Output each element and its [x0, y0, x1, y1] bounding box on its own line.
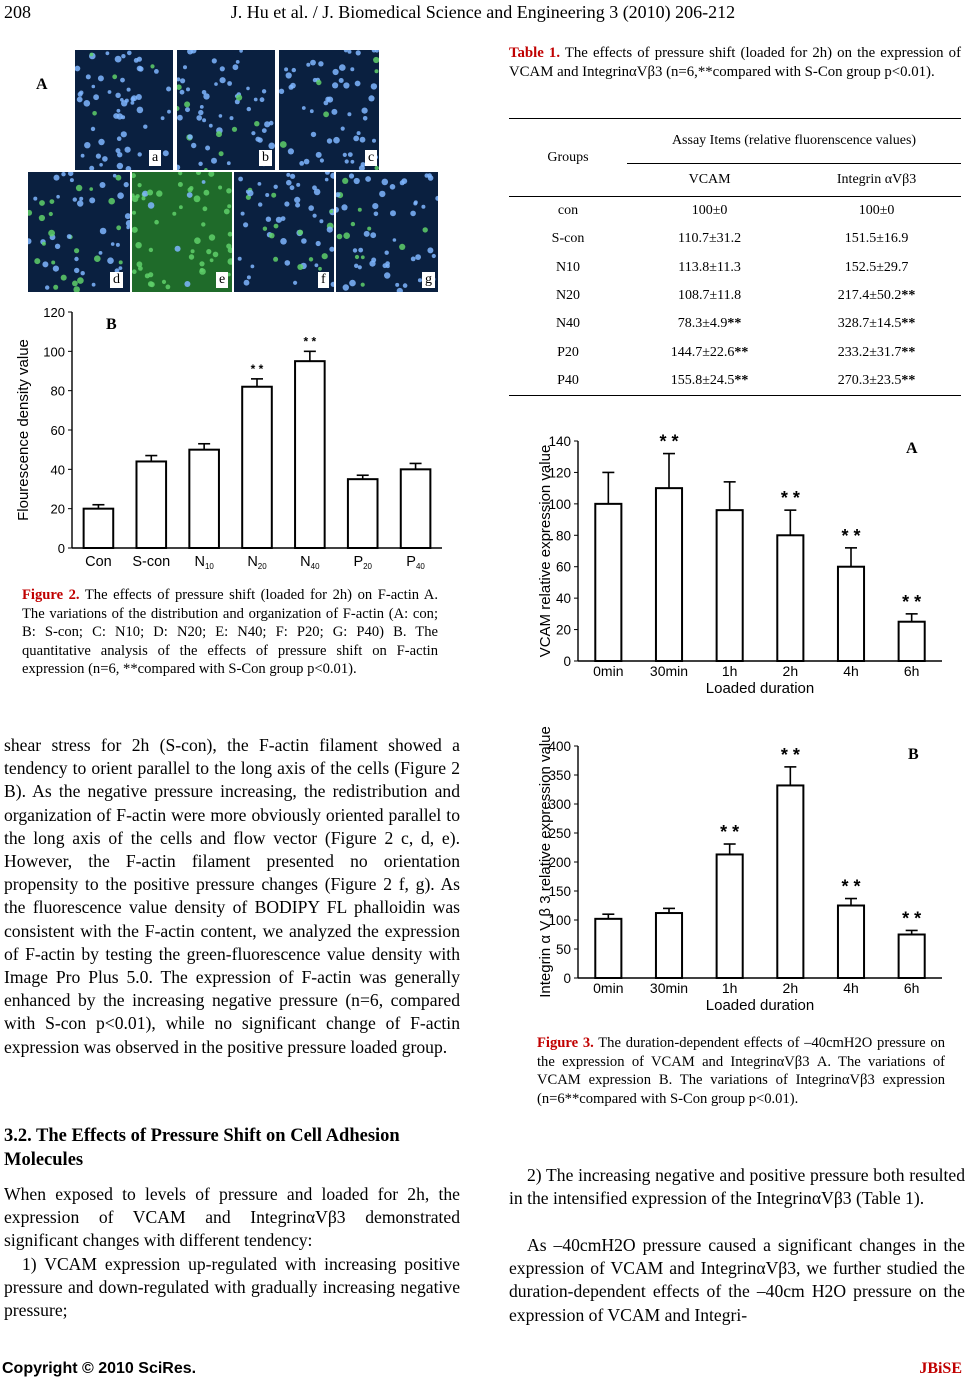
category-label: $P_{40}$: [406, 554, 425, 571]
y-tick-label: 40: [555, 591, 571, 607]
f-actin-bar-chart: [14, 300, 448, 578]
category-label: 6h: [903, 980, 920, 996]
y-tick-label: 100: [548, 496, 571, 512]
figure2-panel-a-label: A: [36, 76, 48, 93]
bar: [656, 913, 682, 978]
micrograph-label: c: [365, 150, 377, 166]
x-axis-label: Loaded duration: [705, 997, 815, 1012]
body-left-paragraph-1: shear stress for 2h (S-con), the F-actin filament showed a tendency to orient parallel to the long axis of the cells (Figure 2 B). As the negative pressure increasing, the redistribution and organization of F-actin were more obviously oriented parallel to the long axis of the cells and flow vector (Figure 2 c, d, e). However, the F-actin filament presented no orientation propensity to the positive pressure changes (Figure 2 f, g). As the fluorescence value density of BODIPY FL phalloidin was consistent with the F-actin content, we analyzed the expression of F-actin by testing the green-fluorescence value density with Image Pro Plus 5.0. The expression of F-actin was generally enhanced by the increasing negative pressure (n=6, compared with S-con p<0.01), while no significant change of F-actin expression was observed in the positive pressure loaded group.: [4, 735, 460, 1057]
figure2-panel-b-label: B: [106, 316, 117, 333]
micrograph-image: [279, 50, 379, 170]
vcam-bar-chart: [512, 428, 962, 710]
table-cell-group: N40: [555, 316, 581, 332]
category-label: $N_{20}$: [247, 554, 267, 571]
table-row: [509, 282, 961, 310]
micrograph-cells: [279, 50, 379, 170]
significance-label: * *: [720, 822, 740, 843]
y-axis-label: Integrin α V β 3 relative expression value: [537, 726, 554, 998]
category-label: 0min: [593, 980, 624, 996]
y-tick-label: 400: [548, 739, 571, 754]
table1-caption: Table 1. The effects of pressure shift (loaded for 2h) on the expression of VCAM and IntegrinαVβ3 (n=6,**compared with S-Con group p<0.01).: [509, 45, 961, 80]
significance-label: * *: [250, 361, 264, 376]
figure2-caption: Figure 2. The effects of pressure shift (loaded for 2h) on F-actin A. The variations of the distribution and organization of F-actin (A: con; B: S-con; C: N10; D: N20; E: N40; F: P20; G: P40) B. The quantitative analysis of the effects of pressure shift on F-actin expression (n=6, **compared with S-Con group p<0.01).: [22, 587, 438, 677]
figure3-panel-a-label: A: [906, 440, 918, 457]
table-cell-integrin: 151.5±16.9: [844, 231, 909, 247]
table-cell-integrin: 270.3±23.5**: [837, 372, 916, 388]
bar: [401, 469, 431, 548]
y-tick-label: 20: [50, 501, 65, 517]
significance-label: * *: [303, 334, 317, 349]
table-row: [509, 338, 961, 366]
y-tick-label: 20: [555, 622, 571, 638]
figure3-panel-b-label: B: [908, 746, 919, 763]
table-row: [509, 225, 961, 253]
category-label: 4h: [843, 663, 859, 679]
significance-label: * *: [902, 591, 922, 612]
footer-copyright: Copyright © 2010 SciRes.: [2, 1360, 197, 1377]
category-label: $P_{20}$: [353, 554, 372, 571]
significance-label: * *: [902, 908, 922, 929]
significance-label: * *: [659, 431, 679, 452]
table-row: [509, 310, 961, 338]
category-label: 2h: [782, 663, 799, 679]
bar: [242, 387, 272, 548]
y-tick-label: 140: [548, 434, 571, 449]
table-row: [509, 197, 961, 226]
micrograph-label: g: [422, 272, 435, 288]
body-right-paragraph-2: As –40cmH2O pressure caused a significant changes in the expression of VCAM and IntegrinαVβ3, we further studied the duration-dependent effects of the –40cm H2O pressure on the expression of VCAM and Integri-: [509, 1235, 965, 1325]
y-tick-label: 150: [548, 884, 571, 899]
category-label: 1h: [721, 980, 738, 996]
bar: [595, 919, 621, 978]
body-left-paragraph-3: 1) VCAM expression up-regulated with increasing positive pressure and down-regulated with gradually increasing negative pressure;: [4, 1254, 460, 1321]
category-label: 30min: [649, 980, 689, 996]
bar: [136, 461, 166, 548]
table-row: [509, 367, 961, 396]
bar: [717, 510, 743, 661]
y-tick-label: 250: [548, 826, 571, 841]
table-cell-group: con: [557, 203, 579, 219]
y-tick-label: 200: [548, 855, 571, 870]
running-header: [0, 2, 966, 24]
significance-label: * *: [841, 876, 861, 897]
table-cell-integrin: 233.2±31.7**: [837, 344, 916, 360]
bar: [84, 509, 114, 548]
category-label: S-con: [132, 554, 171, 570]
y-axis-label: VCAM relative expression value: [537, 444, 554, 658]
body-left-paragraph-2: When exposed to levels of pressure and loaded for 2h, the expression of VCAM and IntegrinαVβ3 demonstrated significant changes with different tendency:: [4, 1184, 460, 1251]
micrograph-label: d: [110, 272, 123, 288]
micrograph-label: f: [318, 272, 329, 288]
y-tick-label: 80: [555, 528, 571, 544]
y-tick-label: 50: [555, 942, 571, 957]
table-cell-vcam: 155.8±24.5**: [670, 372, 749, 388]
y-tick-label: 300: [548, 797, 571, 812]
bar: [189, 450, 219, 548]
category-label: 30min: [649, 663, 689, 679]
bar: [838, 567, 864, 661]
table-cell-vcam: 110.7±31.2: [678, 231, 742, 247]
micrograph-image: [336, 172, 438, 292]
category-label: $N_{40}$: [300, 554, 320, 571]
table-row: [509, 254, 961, 282]
y-tick-label: 60: [555, 559, 571, 575]
y-axis-label: Flourescence density value: [15, 339, 32, 521]
x-axis-label: Loaded duration: [705, 680, 815, 697]
y-tick-label: 0: [563, 654, 571, 669]
micrograph-image: [177, 50, 275, 170]
bar: [295, 361, 325, 548]
category-label: Con: [85, 554, 112, 570]
table-cell-integrin: 152.5±29.7: [844, 259, 909, 275]
col-vcam: VCAM: [688, 172, 731, 187]
bar: [717, 854, 743, 978]
micrograph-image: [234, 172, 334, 292]
bar: [899, 935, 925, 979]
bar: [777, 785, 803, 978]
table-cell-vcam: 144.7±22.6**: [670, 344, 749, 360]
table-cell-group: N10: [555, 259, 581, 275]
micrograph-image: [28, 172, 130, 292]
bar: [656, 488, 682, 661]
table1: [509, 118, 961, 396]
y-tick-label: 80: [50, 383, 65, 399]
y-tick-label: 60: [50, 423, 65, 438]
significance-label: * *: [841, 525, 861, 546]
y-tick-label: 0: [563, 971, 571, 986]
micrograph-image: [132, 172, 232, 292]
table-cell-group: P20: [557, 344, 579, 360]
table-cell-integrin: 100±0: [858, 203, 895, 219]
section-heading: 3.2. The Effects of Pressure Shift on Cell Adhesion Molecules: [4, 1126, 400, 1170]
y-tick-label: 40: [50, 462, 65, 478]
col-groups: Groups: [547, 149, 589, 165]
table-cell-group: N20: [555, 288, 581, 304]
category-label: $N_{10}$: [194, 554, 214, 571]
y-tick-label: 350: [548, 768, 571, 783]
y-tick-label: 0: [57, 541, 65, 556]
footer-journal: JBiSE: [919, 1360, 962, 1377]
table-cell-vcam: 108.7±11.8: [678, 288, 742, 304]
micrograph-label: a: [149, 150, 161, 166]
table-cell-vcam: 78.3±4.9**: [677, 316, 742, 332]
bar: [777, 535, 803, 661]
bar: [348, 479, 378, 548]
category-label: 6h: [903, 663, 920, 679]
bar: [595, 504, 621, 661]
category-label: 1h: [721, 663, 738, 679]
body-right-paragraph-1: 2) The increasing negative and positive pressure both resulted in the intensified expression of the IntegrinαVβ3 (Table 1).: [509, 1165, 965, 1209]
table-cell-group: P40: [557, 372, 579, 388]
col-integrin: Integrin αVβ3: [836, 172, 917, 187]
y-tick-label: 120: [548, 465, 571, 481]
page-number: 208: [4, 2, 31, 22]
bar: [838, 906, 864, 979]
running-title: J. Hu et al. / J. Biomedical Science and Engineering 3 (2010) 206-212: [230, 2, 736, 22]
table-cell-vcam: 113.8±11.3: [678, 259, 741, 275]
y-tick-label: 120: [43, 305, 65, 320]
col-assay-items: Assay Items (relative fluorenscence values): [627, 119, 961, 164]
bar: [899, 622, 925, 661]
category-label: 4h: [843, 980, 859, 996]
table-cell-group: S-con: [551, 231, 585, 247]
table-cell-integrin: 217.4±50.2**: [837, 288, 916, 304]
table-cell-integrin: 328.7±14.5**: [837, 316, 916, 332]
table-cell-vcam: 100±0: [691, 203, 728, 219]
figure3-caption: Figure 3. The duration-dependent effects of –40cmH2O pressure on the expression of VCAM and IntegrinαVβ3 A. The variations of VCAM expression B. The variations of IntegrinαVβ3 expression (n=6**compared with S-Con group p<0.01).: [537, 1035, 946, 1107]
micrograph-label: e: [216, 272, 228, 288]
category-label: 2h: [782, 980, 799, 996]
y-tick-label: 100: [43, 344, 65, 360]
micrograph-image: [75, 50, 173, 170]
significance-label: * *: [780, 488, 800, 509]
micrograph-label: b: [259, 150, 272, 166]
y-tick-label: 100: [548, 913, 571, 928]
significance-label: * *: [780, 744, 800, 765]
category-label: 0min: [593, 663, 624, 679]
integrin-bar-chart: [512, 720, 962, 1012]
